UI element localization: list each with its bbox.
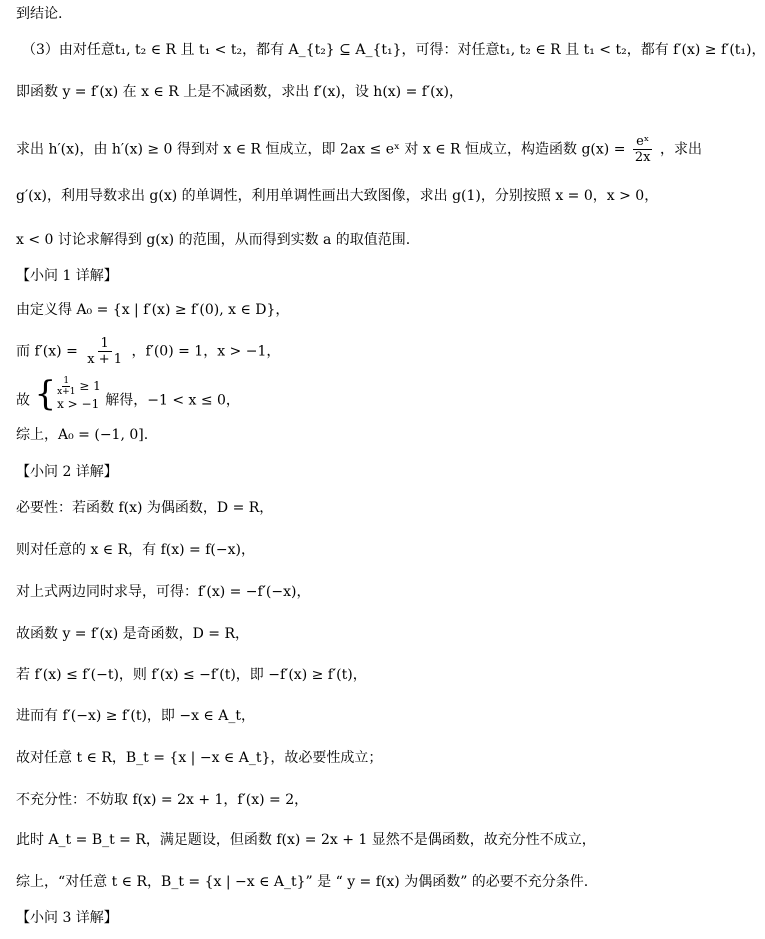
text-span: 而 f′(x) = [16,343,78,360]
left-brace: { [34,373,57,414]
fraction-small [57,376,75,397]
text-line: x < 0 讨论求解得到 g(x) 的范围，从而得到实数 a 的取值范围. [16,232,411,248]
fraction-denominator: x + 1 [87,352,123,367]
text-span: 求出 h′(x)，由 h′(x) ≥ 0 得到对 x ∈ R 恒成立，即 2ax ≤ eˣ 对 x ∈ R 恒成立，构造函数 g(x) = [16,141,626,158]
text-line: 由定义得 A₀ = {x | f′(x) ≥ f′(0), x ∈ D}， [16,302,290,318]
text-line: 对上式两边同时求导，可得：f′(x) = −f′(−x)， [16,584,311,600]
text-line: 不充分性：不妨取 f(x) = 2x + 1，f′(x) = 2， [16,792,309,808]
text-line [16,134,702,165]
text-span: ，f′(0) = 1，x > −1， [131,343,281,360]
fraction-denominator: x+1 [57,387,76,397]
fraction-denominator: 2x [634,150,651,165]
fraction-numerator: 1 [63,376,70,386]
system-row-2: x > −1 [57,397,100,411]
text-line: 此时 A_t = B_t = R，满足题设，但函数 f(x) = 2x + 1 显然不是偶函数，故充分性不成立， [16,832,596,848]
text-line: 综上，“对任意 t ∈ R，B_t = {x | −x ∈ A_t}” 是 “ y = f(x) 为偶函数” 的必要不充分条件. [16,874,589,890]
text-line: g′(x)，利用导数求出 g(x) 的单调性，利用单调性画出大致图像，求出 g(1)，分别按照 x = 0，x > 0， [16,188,659,204]
section-heading: 【小问 1 详解】 [16,268,118,284]
system-rows [57,376,101,411]
text-line: 进而有 f′(−x) ≥ f′(t)，即 −x ∈ A_t， [16,708,255,724]
text-line: 故函数 y = f′(x) 是奇函数，D = R， [16,626,250,642]
text-span: 解得，−1 < x ≤ 0， [105,392,240,409]
text-line: 必要性：若函数 f(x) 为偶函数，D = R， [16,500,274,516]
text-line: 综上，A₀ = (−1, 0]. [16,427,149,443]
text-line: 故对任意 t ∈ R，B_t = {x | −x ∈ A_t}，故必要性成立； [16,750,383,766]
text-span: 故 [16,392,30,409]
text-line [16,336,674,367]
text-line: 若 f′(x) ≤ f′(−t)，则 f′(x) ≤ −f′(t)，即 −f′(x) ≥ f′(t)， [16,667,367,683]
text-line [16,373,674,418]
system-row-1 [57,376,101,397]
equation-system [34,373,101,414]
text-line: 则对任意的 x ∈ R，有 f(x) = f(−x)， [16,542,255,558]
text-span: ，求出 [659,141,702,158]
section-heading: 【小问 2 详解】 [16,464,118,480]
text-line: 到结论. [16,6,63,22]
fraction-numerator: 1 [98,336,112,352]
system-row-1-tail: ≥ 1 [79,379,101,393]
fraction-numerator: eˣ [633,134,652,150]
section-heading: 【小问 3 详解】 [16,910,118,926]
fraction-g [632,134,654,165]
text-line: （3）由对任意t₁, t₂ ∈ R 且 t₁ < t₂，都有 A_{t₂} ⊆ A_{t₁}，可得：对任意t₁, t₂ ∈ R 且 t₁ < t₂，都有 f′(x) ≥ f′(t₁)， [22,42,765,58]
fraction-fprime [84,336,125,367]
text-line: 即函数 y = f′(x) 在 x ∈ R 上是不减函数，求出 f′(x)，设 h(x) = f′(x)， [16,84,463,100]
